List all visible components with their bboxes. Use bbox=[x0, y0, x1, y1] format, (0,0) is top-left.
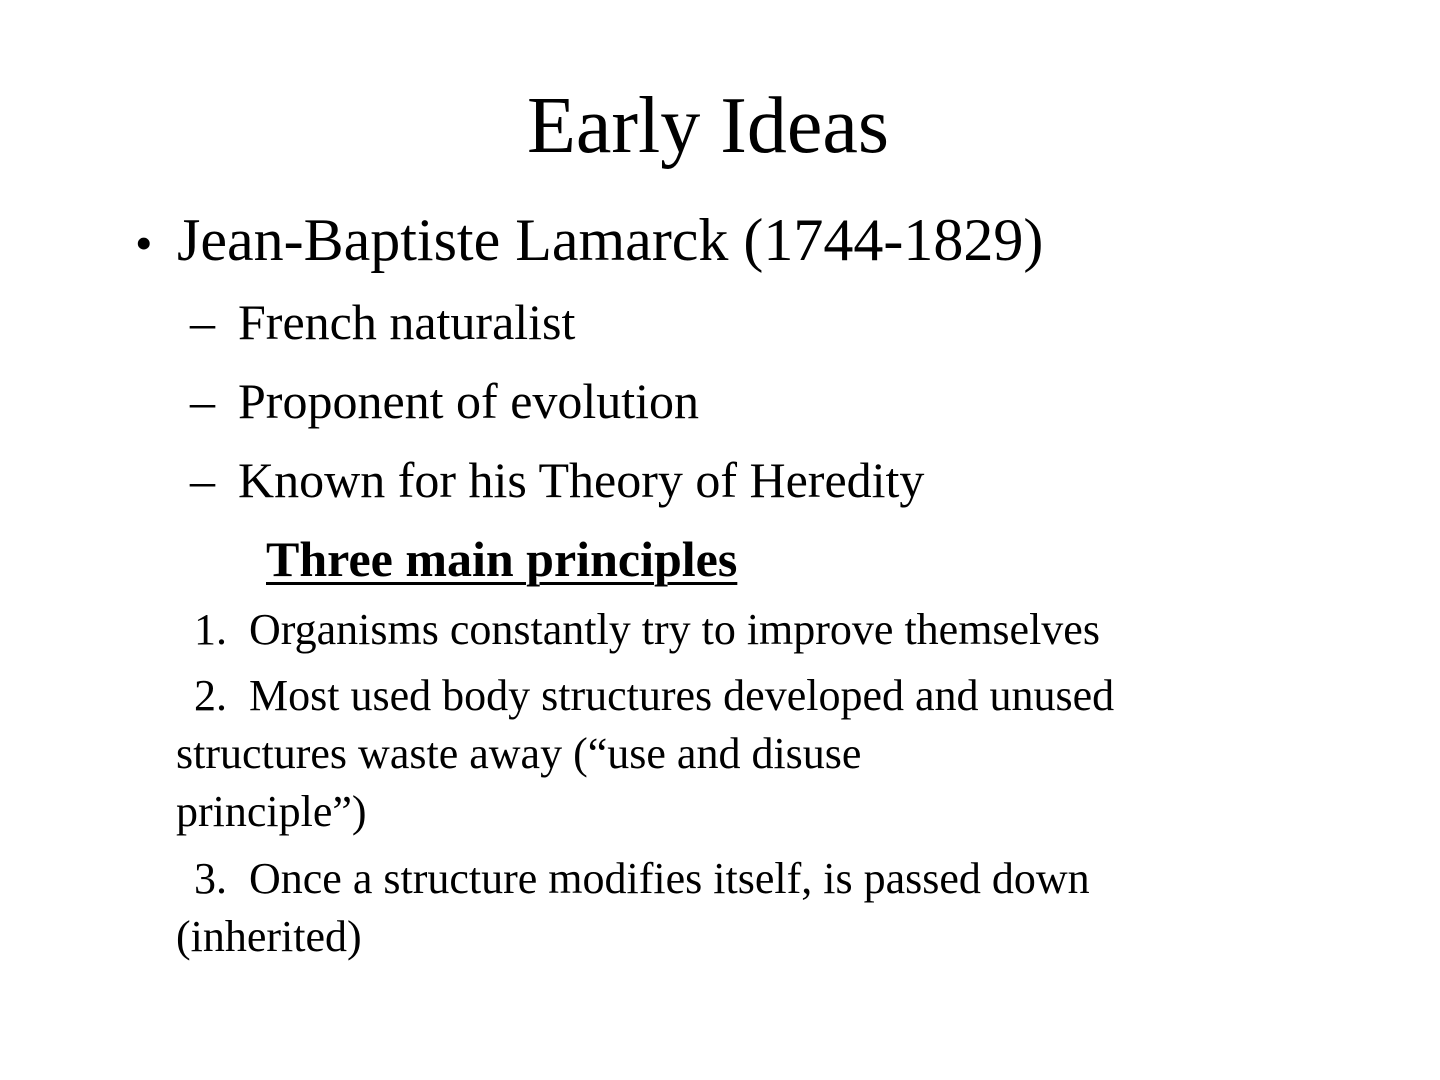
sub-point-evolution bbox=[190, 371, 699, 431]
principle-line-continued: (inherited) bbox=[176, 912, 362, 961]
main-bullet-text: Jean-Baptiste Lamarck (1744-1829) bbox=[177, 207, 1044, 273]
principle-line-continued: principle”) bbox=[176, 787, 367, 836]
principle-number: 2. bbox=[194, 671, 227, 720]
principles-heading: Three main principles bbox=[266, 531, 738, 587]
principle-number: 1. bbox=[194, 605, 227, 654]
principle-text: Organisms constantly try to improve themselves bbox=[249, 605, 1100, 654]
principle-number: 3. bbox=[194, 854, 227, 903]
sub-point-heredity bbox=[190, 450, 924, 510]
sub-point-text: Known for his Theory of Heredity bbox=[238, 452, 925, 508]
principle-text: Once a structure modifies itself, is passed down bbox=[249, 854, 1090, 903]
slide-title: Early Ideas bbox=[526, 82, 890, 170]
main-bullet bbox=[135, 205, 1043, 278]
sub-point-naturalist bbox=[190, 292, 575, 352]
sub-point-text: Proponent of evolution bbox=[238, 373, 700, 429]
principle-text: Most used body structures developed and unused bbox=[249, 671, 1115, 720]
principle-line bbox=[176, 667, 1236, 725]
sub-point-text: French naturalist bbox=[238, 294, 576, 350]
principle-line bbox=[176, 601, 1236, 659]
dash-symbol: – bbox=[190, 452, 215, 508]
principle-item-1 bbox=[176, 601, 1236, 659]
dash-symbol: – bbox=[190, 294, 215, 350]
principle-item-2 bbox=[176, 667, 1236, 841]
bullet-symbol: • bbox=[135, 215, 153, 271]
dash-symbol: – bbox=[190, 373, 215, 429]
principle-item-3 bbox=[176, 850, 1236, 966]
principle-line bbox=[176, 850, 1236, 908]
principle-line-continued: structures waste away (“use and disuse bbox=[176, 729, 862, 778]
